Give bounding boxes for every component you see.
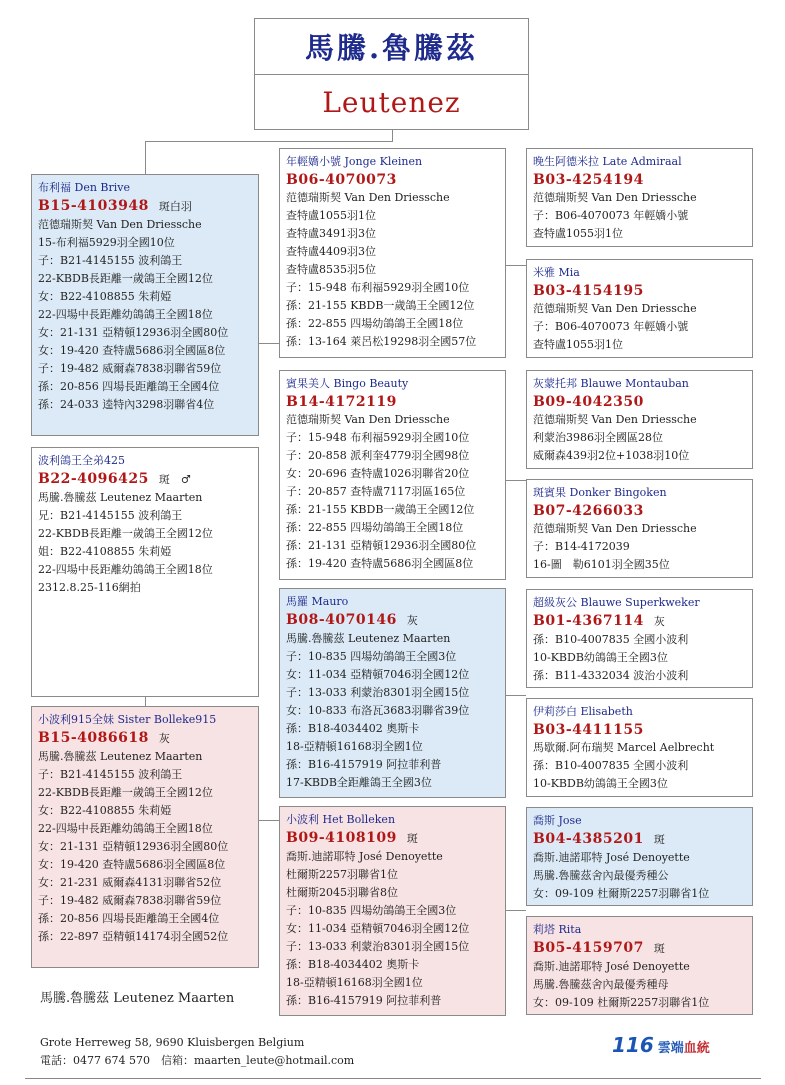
ring-number: B08-4070146	[286, 612, 397, 628]
pigeon-name: 晚生阿德米拉 Late Admiraal	[533, 155, 682, 168]
pedigree-line: 范德瑞斯契 Van Den Driessche	[38, 218, 202, 231]
pedigree-line: 范德瑞斯契 Van Den Driessche	[533, 302, 697, 315]
ring-number: B14-4172119	[286, 394, 397, 410]
ring-number: B01-4367114	[533, 613, 644, 629]
pigeon-name: 伊莉莎白 Elisabeth	[533, 705, 633, 718]
pedigree-line: 查特盧1055羽1位	[533, 338, 623, 351]
bottom-divider	[25, 1078, 761, 1079]
ring-number: B03-4254194	[533, 172, 644, 188]
pedigree-line: 馬騰.魯騰茲舍內最優秀種母	[533, 978, 669, 991]
pedigree-line: 喬斯.迪諾耶特 José Denoyette	[533, 851, 690, 864]
pedigree-line: 馬騰.魯騰茲 Leutenez Maarten	[38, 750, 203, 763]
ring-number: B15-4086618	[38, 730, 149, 746]
ring-number: B22-4096425	[38, 471, 149, 487]
pedigree-line: 喬斯.迪諾耶特 José Denoyette	[286, 850, 443, 863]
dam-pedigree-box	[31, 706, 259, 968]
logo-text-b: 血統	[683, 1041, 710, 1056]
pigeon-name: 小波利 Het Bolleken	[286, 813, 396, 826]
ring-number: B09-4108109	[286, 830, 397, 846]
pedigree-line: 女：11-034 亞精頓7046羽全國12位	[286, 668, 470, 681]
pigeon-color: 斑 ♂	[158, 473, 191, 486]
ring-number: B03-4411155	[533, 722, 644, 738]
pedigree-line: 18-亞精頓16168羽全國1位	[286, 976, 423, 989]
connector-line	[259, 343, 279, 344]
pigeon-name: 布利福 Den Brive	[38, 181, 130, 194]
pedigree-line: 子：10-835 四場幼鴿鴿王全國3位	[286, 650, 457, 663]
pedigree-line: 范德瑞斯契 Van Den Driessche	[286, 191, 450, 204]
pedigree-line: 22-KBDB長距離一歲鴿王全國12位	[38, 786, 213, 799]
pigeon-color: 斑	[406, 832, 418, 845]
pigeon-color: 斑	[653, 833, 665, 846]
pedigree-line: 22-KBDB長距離一歲鴿王全國12位	[38, 272, 213, 285]
pedigree-line: 杜爾斯2257羽聯省1位	[286, 868, 398, 881]
pedigree-line: 孫：21-131 亞精頓12936羽全國80位	[286, 539, 477, 552]
pedigree-line: 子：20-857 查特盧7117羽區165位	[286, 485, 466, 498]
pedigree-line: 子：13-033 利蒙治8301羽全國15位	[286, 686, 470, 699]
pedigree-line: 子：19-482 威爾森7838羽聯省59位	[38, 362, 222, 375]
pigeon-color: 灰	[406, 614, 418, 627]
pedigree-line: 子：B06-4070073 年輕嬌小號	[533, 209, 689, 222]
pedigree-line: 查特盧1055羽1位	[533, 227, 623, 240]
pedigree-line: 10-KBDB幼鴿鴿王全國3位	[533, 651, 668, 664]
ring-number: B07-4266033	[533, 503, 644, 519]
g3-pedigree-box	[526, 698, 753, 797]
pedigree-line: 查特盧3491羽3位	[286, 227, 376, 240]
pedigree-line: 威爾森439羽2位+1038羽10位	[533, 449, 690, 462]
pigeon-name: 喬斯 Jose	[533, 814, 582, 827]
connector-line	[145, 141, 392, 142]
pedigree-line: 22-四場中長距離幼鴿鴿王全國18位	[38, 563, 213, 576]
title-box	[254, 18, 529, 130]
pedigree-line: 子：10-835 四場幼鴿鴿王全國3位	[286, 904, 457, 917]
pigeon-name: 馬羅 Mauro	[286, 595, 349, 608]
logo-number: 116	[612, 1033, 654, 1057]
pedigree-line: 查特盧1055羽1位	[286, 209, 376, 222]
pedigree-line: 范德瑞斯契 Van Den Driessche	[533, 191, 697, 204]
breeder-phone-email: 電話：0477 674 570 信箱：maarten_leute@hotmail.com	[40, 1054, 355, 1067]
pedigree-line: 18-亞精頓16168羽全國1位	[286, 740, 423, 753]
g3-pedigree-box	[526, 589, 753, 688]
pedigree-line: 孫：21-155 KBDB一歲鴿王全國12位	[286, 503, 475, 516]
connector-line	[506, 910, 526, 911]
sibling-pedigree-box	[31, 447, 259, 697]
pedigree-line: 孫：21-155 KBDB一歲鴿王全國12位	[286, 299, 475, 312]
pigeon-name: 賓果美人 Bingo Beauty	[286, 377, 409, 390]
pedigree-line: 15-布利福5929羽全國10位	[38, 236, 175, 249]
pedigree-line: 孫：13-164 萊呂松19298羽全國57位	[286, 335, 477, 348]
pigeon-name: 灰蒙托邦 Blauwe Montauban	[533, 377, 689, 390]
site-logo	[612, 1033, 710, 1057]
pigeon-color: 斑白羽	[158, 200, 192, 213]
pedigree-line: 女：11-034 亞精頓7046羽全國12位	[286, 922, 470, 935]
pedigree-line: 子：B06-4070073 年輕嬌小號	[533, 320, 689, 333]
ring-number: B15-4103948	[38, 198, 149, 214]
pedigree-line: 喬斯.迪諾耶特 José Denoyette	[533, 960, 690, 973]
pedigree-line: 孫：22-855 四場幼鴿鴿王全國18位	[286, 317, 464, 330]
pigeon-name: 米雅 Mia	[533, 266, 580, 279]
loft-title-chinese: 馬騰.魯騰茲	[255, 19, 528, 75]
pedigree-line: 孫：B18-4034402 奧斯卡	[286, 722, 420, 735]
pedigree-line: 孫：B11-4332034 波治小波利	[533, 669, 689, 682]
connector-line	[392, 130, 393, 142]
connector-line	[506, 695, 526, 696]
pigeon-name: 斑賓果 Donker Bingoken	[533, 486, 667, 499]
pedigree-line: 兄：B21-4145155 波利鴿王	[38, 509, 183, 522]
pedigree-line: 女：21-231 威爾森4131羽聯省52位	[38, 876, 222, 889]
breeder-contact	[40, 1034, 354, 1070]
pedigree-line: 利蒙治3986羽全國區28位	[533, 431, 663, 444]
pedigree-line: 女：21-131 亞精頓12936羽全國80位	[38, 840, 229, 853]
pedigree-line: 女：20-696 查特盧1026羽聯省20位	[286, 467, 470, 480]
pedigree-line: 17-KBDB全距離鴿王全國3位	[286, 776, 432, 789]
pedigree-line: 女：10-833 布洛瓦3683羽聯省39位	[286, 704, 470, 717]
pedigree-line: 孫：20-856 四場長距離鴿王全國4位	[38, 912, 220, 925]
breeder-address: Grote Herreweg 58, 9690 Kluisbergen Belgium	[40, 1036, 305, 1049]
pedigree-line: 孫：22-855 四場幼鴿鴿王全國18位	[286, 521, 464, 534]
pedigree-line: 馬騰.魯騰茲 Leutenez Maarten	[286, 632, 451, 645]
pedigree-line: 女：21-131 亞精頓12936羽全國80位	[38, 326, 229, 339]
pedigree-line: 子：19-482 威爾森7838羽聯省59位	[38, 894, 222, 907]
pedigree-line: 孫：19-420 查特盧5686羽全國區8位	[286, 557, 474, 570]
connector-line	[145, 141, 146, 174]
pedigree-line: 子：15-948 布利福5929羽全國10位	[286, 431, 470, 444]
g3-pedigree-box	[526, 916, 753, 1015]
pedigree-line: 22-四場中長距離幼鴿鴿王全國18位	[38, 308, 213, 321]
pedigree-line: 孫：B18-4034402 奧斯卡	[286, 958, 420, 971]
ring-number: B04-4385201	[533, 831, 644, 847]
pedigree-line: 孫：B16-4157919 阿拉菲利普	[286, 994, 442, 1007]
pedigree-line: 女：09-109 杜爾斯2257羽聯省1位	[533, 887, 710, 900]
pedigree-line: 女：19-420 查特盧5686羽全國區8位	[38, 344, 226, 357]
pedigree-line: 孫：B10-4007835 全國小波利	[533, 633, 689, 646]
ring-number: B06-4070073	[286, 172, 397, 188]
logo-text-a: 雲端	[657, 1041, 684, 1056]
pedigree-line: 16-圖 勒6101羽全國35位	[533, 558, 670, 571]
pedigree-line: 子：B21-4145155 波利鴿王	[38, 254, 183, 267]
pedigree-line: 孫：24-033 逵特內3298羽聯省4位	[38, 398, 215, 411]
pedigree-line: 女：B22-4108855 朱莉婭	[38, 804, 172, 817]
pedigree-line: 馬騰.魯騰茲 Leutenez Maarten	[38, 491, 203, 504]
pedigree-line: 女：B22-4108855 朱莉婭	[38, 290, 172, 303]
pedigree-line: 孫：B16-4157919 阿拉菲利普	[286, 758, 442, 771]
connector-line	[506, 480, 526, 481]
sire-sire-pedigree-box	[279, 148, 506, 358]
pedigree-line: 馬歇爾.阿布瑞契 Marcel Aelbrecht	[533, 741, 715, 754]
g3-pedigree-box	[526, 807, 753, 906]
pigeon-name: 年輕嬌小號 Jonge Kleinen	[286, 155, 423, 168]
pedigree-line: 孫：22-897 亞精頓14174羽全國52位	[38, 930, 229, 943]
ring-number: B03-4154195	[533, 283, 644, 299]
pedigree-line: 女：09-109 杜爾斯2257羽聯省1位	[533, 996, 710, 1009]
pedigree-line: 子：13-033 利蒙治8301羽全國15位	[286, 940, 470, 953]
connector-line	[145, 696, 146, 706]
pedigree-line: 子：15-948 布利福5929羽全國10位	[286, 281, 470, 294]
pigeon-color: 灰	[158, 732, 170, 745]
pigeon-name: 小波利915全妹 Sister Bolleke915	[38, 713, 217, 726]
pedigree-line: 22-KBDB長距離一歲鴿王全國12位	[38, 527, 213, 540]
pedigree-line: 女：19-420 查特盧5686羽全國區8位	[38, 858, 226, 871]
ring-number: B05-4159707	[533, 940, 644, 956]
pedigree-line: 10-KBDB幼鴿鴿王全國3位	[533, 777, 668, 790]
g3-pedigree-box	[526, 148, 753, 247]
pigeon-name: 波利鴿王全弟425	[38, 454, 125, 467]
g3-pedigree-box	[526, 259, 753, 358]
connector-line	[506, 265, 526, 266]
pedigree-line: 子：20-858 派利奎4779羽全國98位	[286, 449, 470, 462]
pedigree-line: 范德瑞斯契 Van Den Driessche	[533, 522, 697, 535]
pedigree-line: 馬騰.魯騰茲舍內最優秀種公	[533, 869, 669, 882]
pedigree-line: 子：B21-4145155 波利鴿王	[38, 768, 183, 781]
sire-dam-pedigree-box	[279, 370, 506, 580]
breeder-name: 馬騰.魯騰茲 Leutenez Maarten	[40, 991, 235, 1006]
pedigree-line: 杜爾斯2045羽聯省8位	[286, 886, 398, 899]
ring-number: B09-4042350	[533, 394, 644, 410]
pigeon-color: 灰	[653, 615, 665, 628]
g3-pedigree-box	[526, 479, 753, 578]
pedigree-line: 22-四場中長距離幼鴿鴿王全國18位	[38, 822, 213, 835]
g3-pedigree-box	[526, 370, 753, 469]
pedigree-line: 范德瑞斯契 Van Den Driessche	[533, 413, 697, 426]
pedigree-line: 孫：B10-4007835 全國小波利	[533, 759, 689, 772]
pedigree-line: 查特盧4409羽3位	[286, 245, 376, 258]
pedigree-line: 范德瑞斯契 Van Den Driessche	[286, 413, 450, 426]
dam-sire-pedigree-box	[279, 588, 506, 798]
pigeon-name: 超級灰公 Blauwe Superkweker	[533, 596, 700, 609]
pedigree-line: 子：B14-4172039	[533, 540, 630, 553]
pedigree-line: 查特盧8535羽5位	[286, 263, 376, 276]
pedigree-line: 孫：20-856 四場長距離鴿王全國4位	[38, 380, 220, 393]
pedigree-line: 2312.8.25-116網拍	[38, 581, 141, 594]
loft-title-english: Leutenez	[322, 86, 461, 119]
connector-line	[259, 820, 279, 821]
pedigree-line: 姐：B22-4108855 朱莉婭	[38, 545, 172, 558]
pigeon-color: 斑	[653, 942, 665, 955]
pigeon-name: 莉塔 Rita	[533, 923, 582, 936]
subject-pedigree-box	[31, 174, 259, 436]
dam-dam-pedigree-box	[279, 806, 506, 1016]
